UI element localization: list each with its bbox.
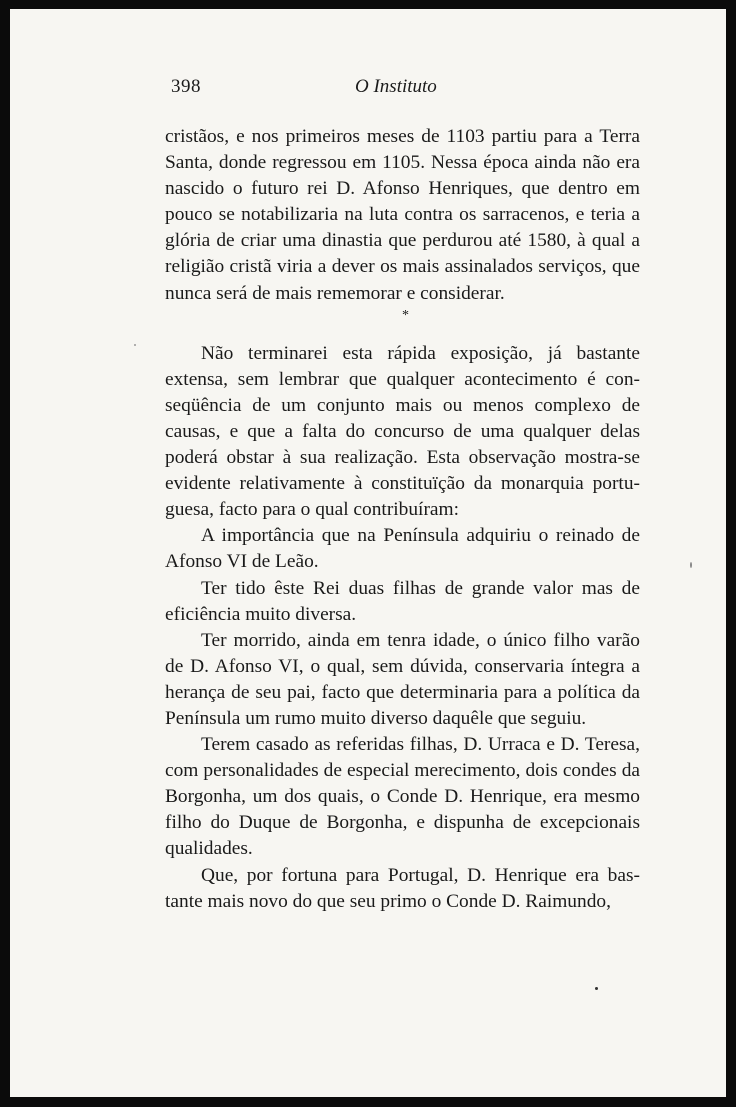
page-number: 398 <box>171 76 201 97</box>
paragraph: A importância que na Península adquiriu o reinado de Afonso VI de Leão. <box>165 525 640 573</box>
paragraph: Ter tido êste Rei duas filhas de grande valor mas de eficiência muito diversa. <box>165 577 640 625</box>
page-header <box>10 76 726 100</box>
section-gap <box>165 333 640 341</box>
section-asterism: * <box>402 307 409 323</box>
ink-speck <box>134 344 136 346</box>
running-title: O Instituto <box>355 76 437 97</box>
paragraph: Terem casado as referidas filhas, D. Urraca e D. Teresa, com personalidades de especial merecimento, dois condes da Borgonha, um dos quais, o Conde D. Henrique, era mesmo filho do Duque de Borgonha, e dispunha de excepcionais qualidades. <box>165 734 640 860</box>
ink-speck <box>595 987 598 990</box>
paragraph: Ter morrido, ainda em tenra idade, o único filho varão de D. Afonso VI, o qual, sem dúvida, conservaria íntegra a herança de seu pai, facto que determinaria para a política da Península um rumo muito diverso daquêle que seguiu. <box>165 629 640 729</box>
paragraph: Não terminarei esta rápida exposição, já bastante extensa, sem lembrar que qualquer acontecimento é conseqüência de um conjunto mais ou menos complexo de causas, e que a falta do concurso de uma qualquer delas poderá obstar à sua realização. Esta observação mostra-se evidente relativamente à constituïção da monarquia portuguesa, facto para o qual contribuíram: <box>165 342 640 521</box>
ink-speck <box>690 562 692 568</box>
book-page <box>10 9 726 1097</box>
body-text <box>165 124 640 915</box>
paragraph-continued: cristãos, e nos primeiros meses de 1103 partiu para a Terra Santa, donde regressou em 1105. Nessa época ainda não era nascido o futuro rei D. Afonso Henriques, que dentro em pouco se notabilizaria na luta contra os sarracenos, e teria a glória de criar uma dinastia que perdurou até 1580, à qual a religião cristã viria a dever os mais assinalados serviços, que nunca será de mais rememorar e considerar. <box>165 126 640 304</box>
paragraph: Que, por fortuna para Portugal, D. Henrique era bastante mais novo do que seu primo o Conde D. Raimundo, <box>165 864 640 912</box>
